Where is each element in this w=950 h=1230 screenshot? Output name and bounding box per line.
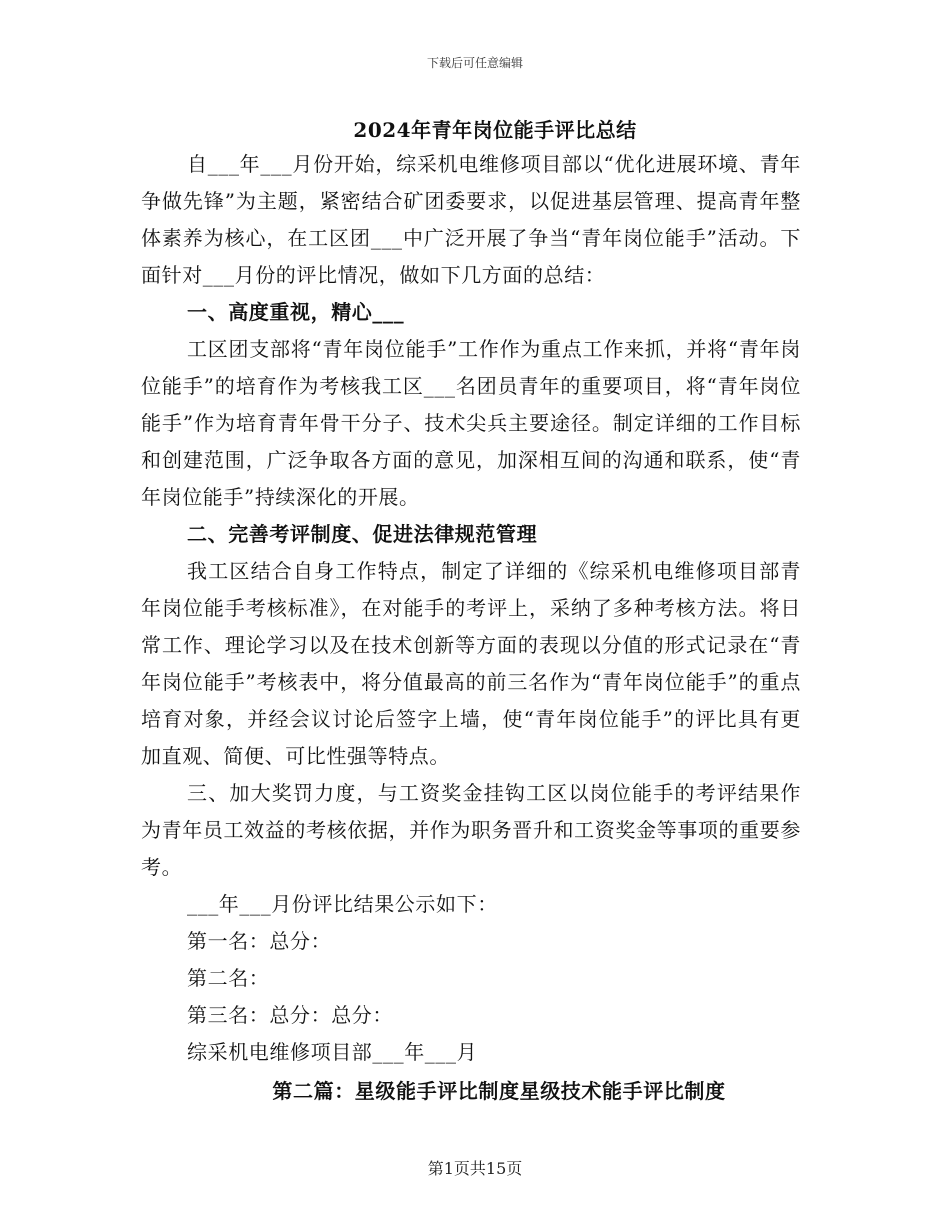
- section-heading-2: 二、完善考评制度、促进法律规范管理: [187, 522, 538, 546]
- intro-paragraph: 自___年___月份开始，综采机电维修项目部以“优化进展环境、青年争做先锋”为主题，紧密结合矿团委要求，以促进基层管理、提高青年整体素养为核心，在工区团___中广泛开展了争当“青年岗位能手”活动。下面针对___月份的评比情况，做如下几方面的总结：: [141, 152, 801, 287]
- section-3-paragraph: 三、加大奖罚力度，与工资奖金挂钩工区以岗位能手的考评结果作为青年员工效益的考核依据，并作为职务晋升和工资奖金等事项的重要参考。: [141, 781, 801, 879]
- results-intro: ___年___月份评比结果公示如下：: [187, 892, 498, 916]
- result-second: 第二名：: [187, 966, 270, 990]
- section-1-paragraph: 工区团支部将“青年岗位能手”工作作为重点工作来抓，并将“青年岗位能手”的培育作为考核我工区___名团员青年的重要项目，将“青年岗位能手”作为培育青年骨干分子、技术尖兵主要途径。制定详细的工作目标和创建范围，广泛争取各方面的意见，加深相互间的沟通和联系，使“青年岗位能手”持续深化的开展。: [141, 337, 801, 509]
- section-2-paragraph: 我工区结合自身工作特点，制定了详细的《综采机电维修项目部青年岗位能手考核标准》，在对能手的考评上，采纳了多种考核方法。将日常工作、理论学习以及在技术创新等方面的表现以分值的形式记录在“青年岗位能手”考核表中，将分值最高的前三名作为“青年岗位能手”的重点培育对象，并经会议讨论后签字上墙，使“青年岗位能手”的评比具有更加直观、简便、可比性强等特点。: [141, 559, 801, 768]
- signature-line: 综采机电维修项目部___年___月: [187, 1040, 478, 1064]
- header-note: 下载后可任意编辑: [426, 56, 523, 70]
- document-title: 2024年青年岗位能手评比总结: [353, 118, 637, 142]
- page-footer: 第1页共15页: [427, 1159, 523, 1178]
- second-part-title: 第二篇：星级能手评比制度星级技术能手评比制度: [272, 1079, 726, 1103]
- document-body: [141, 146, 801, 1071]
- section-heading-1: 一、高度重视，精心___: [187, 300, 405, 324]
- result-third: 第三名：总分：总分：: [187, 1003, 393, 1027]
- result-first: 第一名：总分：: [187, 929, 332, 953]
